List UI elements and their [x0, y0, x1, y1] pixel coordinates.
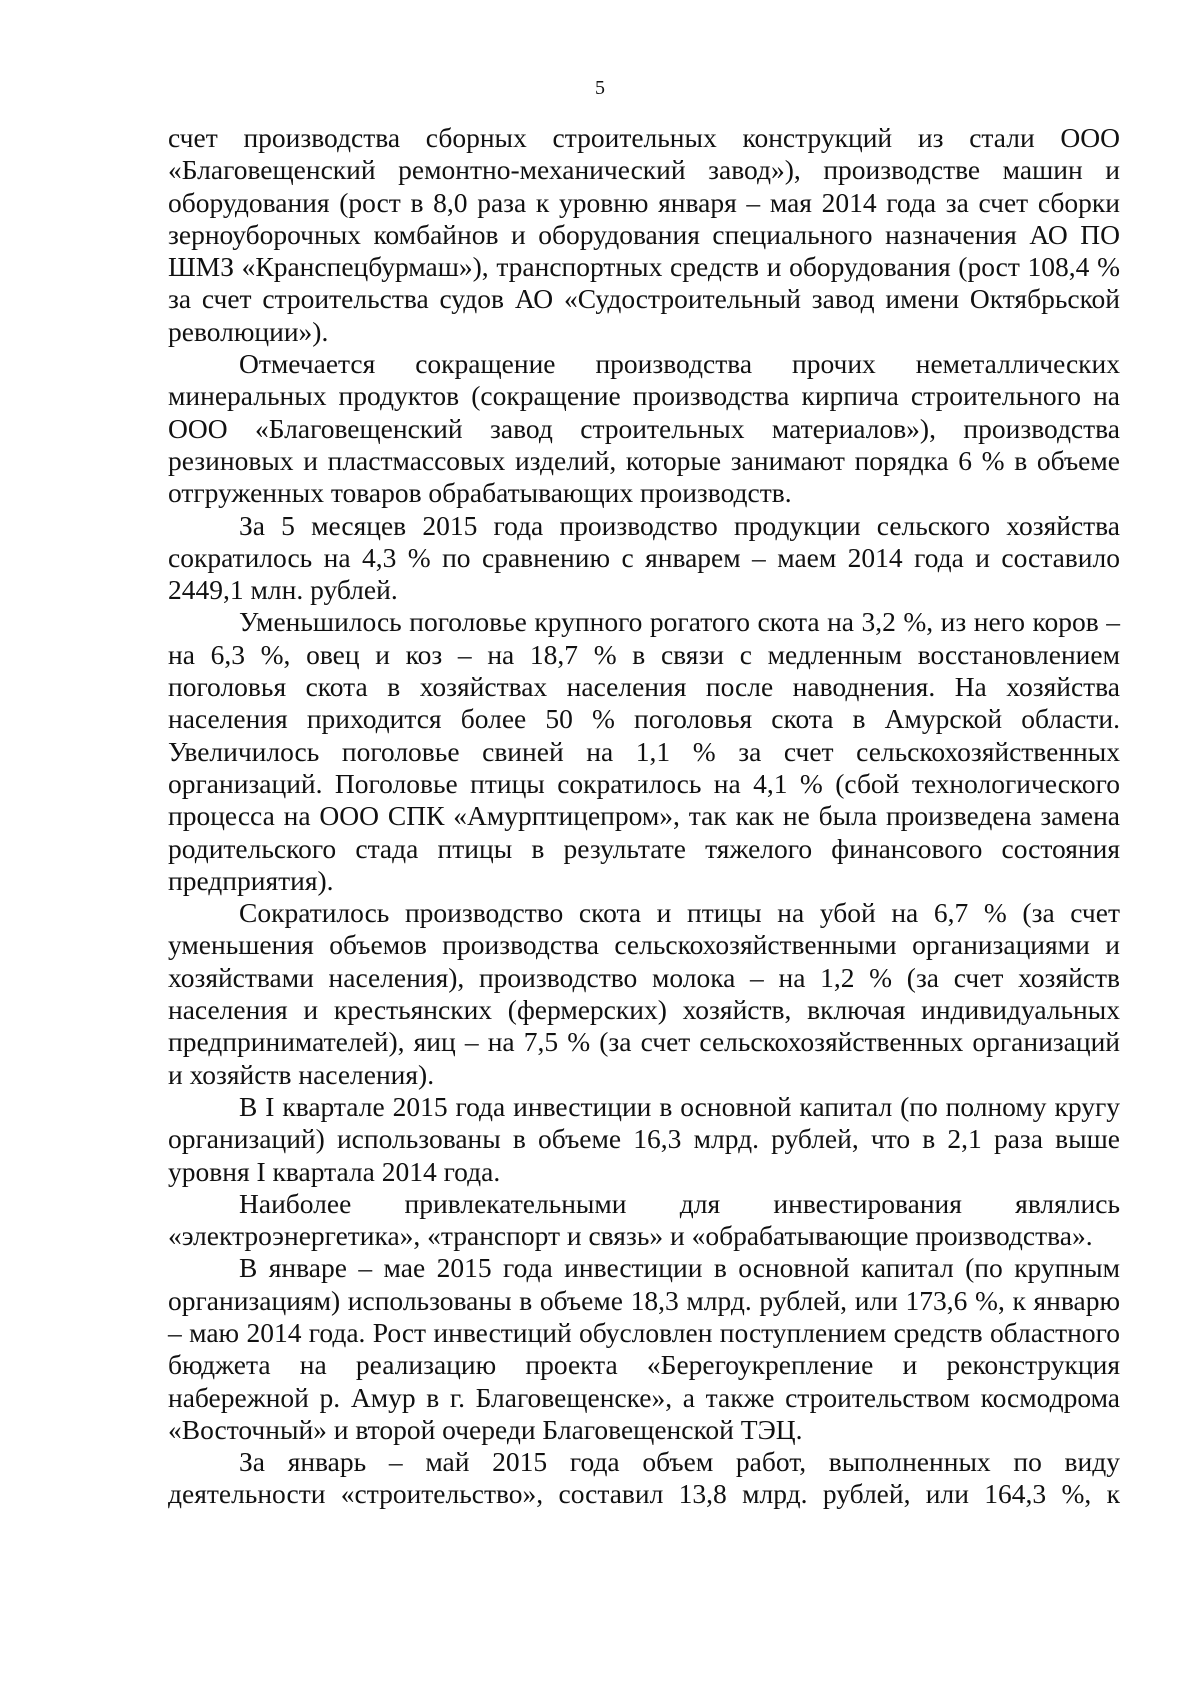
paragraph-livestock: Уменьшилось поголовье крупного рогатого скота на 3,2 %, из него коров – на 6,3 %, овец и коз – на 18,7 % в связи с медленным восстановлением поголовья скота в хозяйствах населения после наводнения. На хозяйства населения приходится более 50 % поголовья скота в Амурской области. Увеличилось поголовье свиней на 1,1 % за счет сельскохозяйственных организаций. Поголовье птицы сократилось на 4,1 % (сбой технологического процесса на ООО СПК «Амурптицепром», так как не была произведена замена родительского стада птицы в результате тяжелого финансового состояния предприятия).: [168, 606, 1120, 896]
paragraph-investment-q1: В I квартале 2015 года инвестиции в основной капитал (по полному кругу организаций) использованы в объеме 16,3 млрд. рублей, что в 2,1 раза выше уровня I квартала 2014 года.: [168, 1090, 1120, 1187]
paragraph-agriculture-production: За 5 месяцев 2015 года производство продукции сельского хозяйства сократилось на 4,3 % по сравнению с январем – маем 2014 года и составило 2449,1 млн. рублей.: [168, 509, 1120, 606]
paragraph-construction: За январь – май 2015 года объем работ, выполненных по виду деятельности «строительство», составил 13,8 млрд. рублей, или 164,3 %, к: [168, 1446, 1120, 1510]
paragraph-nonmetallic-minerals: Отмечается сокращение производства прочих неметаллических минеральных продуктов (сокращение производства кирпича строительного на ООО «Благовещенский завод строительных материалов»), производства резиновых и пластмассовых изделий, которые занимают порядка 6 % в объеме отгруженных товаров обрабатывающих производств.: [168, 348, 1120, 509]
paragraph-continuation: счет производства сборных строительных конструкций из стали ООО «Благовещенский ремонтно-механический завод»), производстве машин и оборудования (рост в 8,0 раза к уровню января – мая 2014 года за счет сборки зерноуборочных комбайнов и оборудования специального назначения АО ПО ШМЗ «Кранспецбурмаш»), транспортных средств и оборудования (рост 108,4 % за счет строительства судов АО «Судостроительный завод имени Октябрьской революции»).: [168, 122, 1120, 347]
document-body: [168, 122, 1120, 1511]
paragraph-slaughter-milk-eggs: Сократилось производство скота и птицы на убой на 6,7 % (за счет уменьшения объемов производства сельскохозяйственными организациями и хозяйствами населения), производство молока – на 1,2 % (за счет хозяйств населения и крестьянских (фермерских) хозяйств, включая индивидуальных предпринимателей), яиц – на 7,5 % (за счет сельскохозяйственных организаций и хозяйств населения).: [168, 897, 1120, 1090]
paragraph-investment-jan-may: В январе – мае 2015 года инвестиции в основной капитал (по крупным организациям) использованы в объеме 18,3 млрд. рублей, или 173,6 %, к январю – маю 2014 года. Рост инвестиций обусловлен поступлением средств областного бюджета на реализацию проекта «Берегоукрепление и реконструкция набережной р. Амур в г. Благовещенске», а также строительством космодрома «Восточный» и второй очереди Благовещенской ТЭЦ.: [168, 1252, 1120, 1445]
paragraph-investment-sectors: Наиболее привлекательными для инвестирования являлись «электроэнергетика», «транспорт и связь» и «обрабатывающие производства».: [168, 1187, 1120, 1252]
page-number: 5: [595, 77, 605, 99]
